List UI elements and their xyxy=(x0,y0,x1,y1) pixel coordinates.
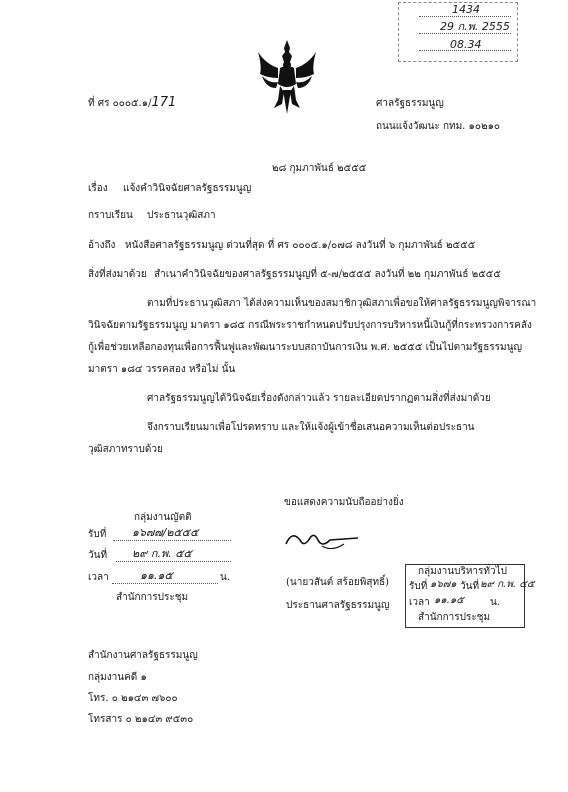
receipt-stamp-date-value: ๒๙ ก.พ. ๕๕ xyxy=(132,547,192,560)
receipt-stamp-received-label: รับที่ xyxy=(88,529,107,540)
general-stamp-received-label: รับที่ xyxy=(409,581,428,592)
body-paragraph-1-line-1: ตามที่ประธานวุฒิสภา ได้ส่งความเห็นของสมาชิกวุฒิสภาเพื่อขอให้ศาลรัฐธรรมนูญพิจารณา xyxy=(147,298,537,309)
receipt-stamp-received-line xyxy=(113,540,231,541)
recipient-text: ประธานวุฒิสภา xyxy=(147,210,216,221)
sender-name: ศาลรัฐธรรมนูญ xyxy=(376,98,444,109)
footer-group: กลุ่มงานคดี ๑ xyxy=(88,672,147,683)
general-stamp-received-value: ๑๖๗๑ xyxy=(430,579,457,590)
receipt-stamp-date-line xyxy=(116,561,231,562)
receipt-stamp-received-value: ๑๖๗๗/๒๕๕๕ xyxy=(132,526,199,539)
sender-address: ถนนแจ้งวัฒนะ กทม. ๑๐๒๑๐ xyxy=(376,121,501,132)
footer-fax: โทรสาร ๐ ๒๑๔๓ ๙๕๓๐ xyxy=(88,714,194,725)
receipt-stamp-date-label: วันที่ xyxy=(88,550,108,561)
general-stamp-date-value: ๒๙ ก.พ. ๕๕ xyxy=(480,579,535,590)
document-date: ๒๘ กุมภาพันธ์ ๒๕๕๕ xyxy=(272,163,367,174)
subject-text: แจ้งคำวินิจฉัยศาลรัฐธรรมนูญ xyxy=(123,183,252,194)
general-stamp-time-value: ๑๑.๑๕ xyxy=(434,595,464,606)
general-stamp-date-label: วันที่ xyxy=(460,581,480,592)
receipt-stamp-office: สำนักการประชุม xyxy=(116,592,189,603)
receipt-stamp-time-label: เวลา xyxy=(88,572,109,583)
body-paragraph-3-line-1: จึงกราบเรียนมาเพื่อโปรดทราบ และให้แจ้งผู้เข้าชื่อเสนอความเห็นต่อประธาน xyxy=(147,422,475,433)
garuda-emblem xyxy=(256,38,318,116)
receipt-stamp-title: กลุ่มงานญัตติ xyxy=(134,512,192,523)
signatory-name: (นายวสันต์ สร้อยพิสุทธิ์) xyxy=(286,577,390,588)
body-paragraph-1-line-3: กู้เพื่อช่วยเหลือกองทุนเพื่อการฟื้นฟูและพัฒนาระบบสถาบันการเงิน พ.ศ. ๒๕๕๕ เป็นไปตามรัฐธรรมนูญ xyxy=(88,342,522,353)
stamp-date: 29 ก.พ. 2555 xyxy=(440,20,510,33)
recipient-label: กราบเรียน xyxy=(88,210,133,221)
receipt-stamp-time-unit: น. xyxy=(220,572,231,583)
receipt-stamp-time-line xyxy=(112,583,218,584)
document-number-prefix: ที่ ศร ๐๐๐๕.๑/ xyxy=(88,98,152,109)
enclosure-label: สิ่งที่ส่งมาด้วย xyxy=(88,269,147,280)
stamp-number: 1434 xyxy=(452,3,480,16)
general-stamp-office: สำนักการประชุม xyxy=(418,612,491,623)
document-number xyxy=(88,97,176,110)
subject-label: เรื่อง xyxy=(88,183,108,194)
closing-text: ขอแสดงความนับถืออย่างยิ่ง xyxy=(284,497,404,508)
stamp-time: 08.34 xyxy=(450,38,482,51)
body-paragraph-1-line-4: มาตรา ๑๘๔ วรรคสอง หรือไม่ นั้น xyxy=(88,364,236,375)
footer-telephone: โทร. ๐ ๒๑๔๓ ๗๖๐๐ xyxy=(88,693,178,704)
general-stamp-title: กลุ่มงานบริหารทั่วไป xyxy=(418,566,507,577)
reference-label: อ้างถึง xyxy=(88,240,116,251)
footer-office: สำนักงานศาลรัฐธรรมนูญ xyxy=(88,650,198,661)
receipt-stamp-time-value: ๑๑.๑๕ xyxy=(140,569,173,582)
enclosure-text: สำเนาคำวินิจฉัยของศาลรัฐธรรมนูญที่ ๕-๗/๒๕๕๕ ลงวันที่ ๒๒ กุมภาพันธ์ ๒๕๕๕ xyxy=(154,269,501,280)
body-paragraph-1-line-2: วินิจฉัยตามรัฐธรรมนูญ มาตรา ๑๘๕ กรณีพระราชกำหนดปรับปรุงการบริหารหนี้เงินกู้ที่กระทรวงการคลัง xyxy=(88,320,532,331)
body-paragraph-3-line-2: วุฒิสภาทราบด้วย xyxy=(88,444,163,455)
document-number-value: 171 xyxy=(151,95,177,110)
body-paragraph-2: ศาลรัฐธรรมนูญได้วินิจฉัยเรื่องดังกล่าวแล้ว รายละเอียดปรากฏตามสิ่งที่ส่งมาด้วย xyxy=(147,393,491,404)
general-stamp-time-unit: น. xyxy=(490,597,501,608)
general-stamp-time-label: เวลา xyxy=(409,597,430,608)
reference-text: หนังสือศาลรัฐธรรมนูญ ด่วนที่สุด ที่ ศร ๐๐๐๕.๑/๐๗๘ ลงวันที่ ๖ กุมภาพันธ์ ๒๕๕๕ xyxy=(125,240,476,251)
signature xyxy=(282,526,362,554)
signatory-title: ประธานศาลรัฐธรรมนูญ xyxy=(286,600,390,611)
